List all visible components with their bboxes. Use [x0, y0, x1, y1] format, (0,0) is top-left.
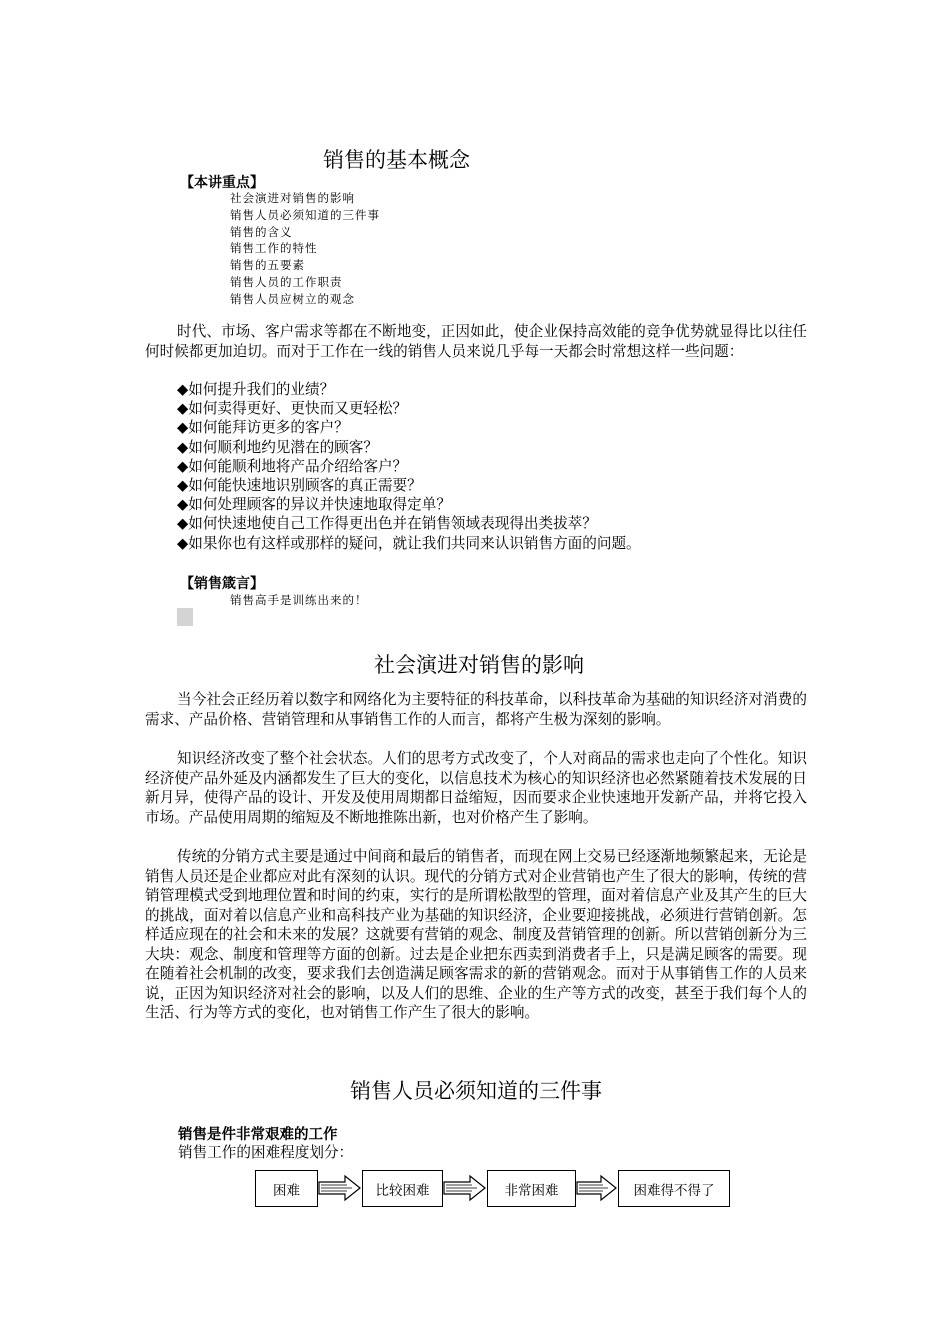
section-title-sales-concept: 销售的基本概念 [323, 148, 470, 172]
question-item: ◆如何能顺利地将产品介绍给客户？ [177, 457, 408, 475]
key-point-item: 销售的五要素 [230, 258, 305, 273]
question-item: ◆如何能快速地识别顾客的真正需要？ [177, 476, 422, 494]
key-point-item: 销售工作的特性 [230, 241, 318, 256]
key-point-item: 销售人员应树立的观念 [230, 291, 355, 306]
section-title-social-evolution: 社会演进对销售的影响 [374, 653, 584, 677]
flow-arrow-icon [576, 1174, 618, 1202]
paragraph-text: 当今社会正经历着以数字和网络化为主要特征的科技革命，以科技革命为基础的知识经济对消费的需求、产品价格、营销管理和从事销售工作的人而言，都将产生极为深刻的影响。 [145, 691, 807, 728]
question-item: ◆如何处理顾客的异议并快速地取得定单？ [177, 496, 451, 514]
section2-paragraph-1 [145, 690, 807, 729]
key-point-item: 销售人员必须知道的三件事 [230, 207, 380, 222]
intro-text: 时代、市场、客户需求等都在不断地变，正因如此，使企业保持高效能的竞争优势就显得比以往任何时候都更加迫切。而对于工作在一线的销售人员来说几乎每一天都会时常想这样一些问题： [145, 323, 807, 360]
motto-text: 销售高手是训练出来的！ [230, 593, 368, 607]
subheading-difficult-work: 销售是件非常艰难的工作 [178, 1127, 338, 1143]
section2-paragraph-3 [145, 847, 807, 1023]
flow-step-label: 比较困难 [375, 1182, 430, 1199]
question-item: ◆如何卖得更好、更快而又更轻松？ [177, 400, 408, 418]
difficulty-levels-caption: 销售工作的困难程度划分： [178, 1144, 354, 1161]
flow-arrow-icon [443, 1174, 487, 1202]
key-point-item: 社会演进对销售的影响 [230, 191, 355, 205]
question-item: ◆如果你也有这样或那样的疑问，就让我们共同来认识销售方面的问题。 [177, 534, 641, 552]
section-title-three-things: 销售人员必须知道的三件事 [350, 1079, 602, 1103]
question-list [177, 380, 641, 553]
key-point-item: 销售的含义 [230, 224, 293, 239]
key-points-label: 【本讲重点】 [180, 175, 264, 191]
flow-step-label: 非常困难 [504, 1182, 559, 1199]
section2-paragraph-2 [145, 749, 807, 827]
flow-step-box [618, 1170, 730, 1207]
question-item: ◆如何快速地使自己工作得更出色并在销售领域表现得出类拔萃？ [177, 515, 597, 533]
key-point-item: 销售人员的工作职责 [230, 274, 343, 289]
question-item: ◆如何提升我们的业绩？ [177, 381, 335, 398]
paragraph-text: 知识经济改变了整个社会状态。人们的思考方式改变了，个人对商品的需求也走向了个性化。知识经济使产品外延及内涵都发生了巨大的变化，以信息技术为核心的知识经济也必然紧随着技术发展的日新月异，使得产品的设计、开发及使用周期都日益缩短，因而要求企业快速地开发新产品，并将它投入市场。产品使用周期的缩短及不断地推陈出新，也对价格产生了影响。 [145, 750, 807, 826]
flow-step-label: 困难得不得了 [633, 1182, 715, 1199]
paragraph-text: 传统的分销方式主要是通过中间商和最后的销售者，而现在网上交易已经逐渐地频繁起来，无论是销售人员还是企业都应对此有深刻的认识。现代的分销方式对企业营销也产生了很大的影响，传统的营销管理模式受到地理位置和时间的约束，实行的是所谓松散型的管理，面对着信息产业及其产生的巨大的挑战，面对着以信息产业和高科技产业为基础的知识经济，企业要迎接挑战，必须进行营销创新。怎样适应现在的社会和未来的发展？这就要有营销的观念、制度及营销管理的创新。所以营销创新分为三大块：观念、制度和管理等方面的创新。过去是企业把东西卖到消费者手上，只是满足顾客的需要。现在随着社会机制的改变，要求我们去创造满足顾客需求的新的营销观念。而对于从事销售工作的人员来说，正因为知识经济对社会的影响，以及人们的思维、企业的生产等方式的改变，甚至于我们每个人的生活、行为等方式的变化，也对销售工作产生了很大的影响。 [145, 848, 807, 1021]
question-item: ◆如何顺利地约见潜在的顾客？ [177, 438, 378, 456]
flow-step-label: 困难 [273, 1182, 300, 1199]
intro-paragraph [145, 322, 807, 361]
flow-step-box [255, 1170, 318, 1207]
flow-arrow-icon [318, 1174, 362, 1202]
motto-label: 【销售箴言】 [180, 576, 264, 592]
flow-step-box [487, 1170, 576, 1207]
gray-marker [177, 608, 193, 626]
question-item: ◆如何能拜访更多的客户？ [177, 419, 349, 437]
flow-step-box [362, 1170, 443, 1207]
key-points-list [230, 190, 380, 308]
